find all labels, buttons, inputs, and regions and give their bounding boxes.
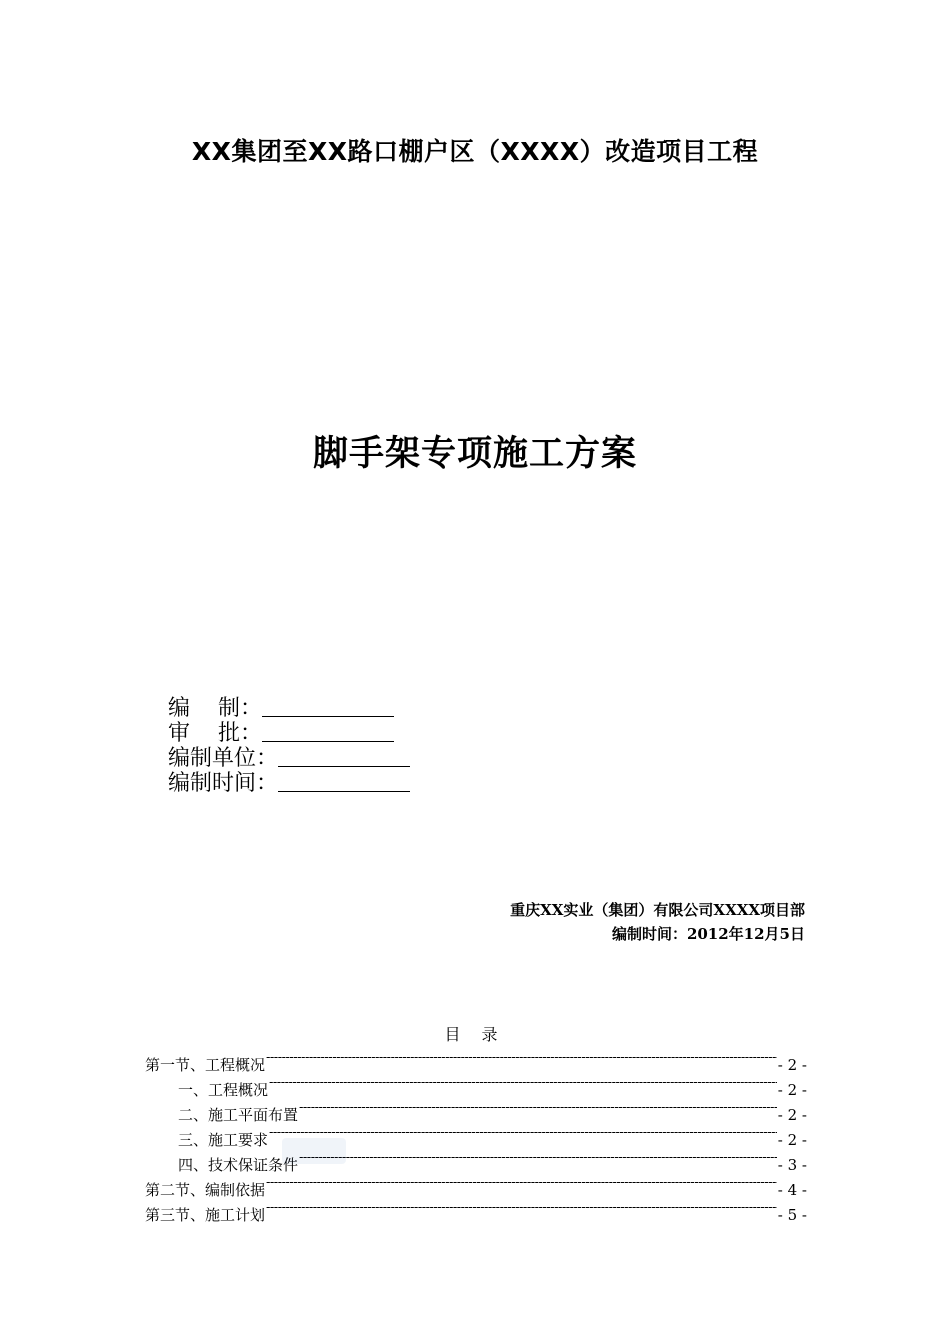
table-of-contents: [145, 1045, 807, 1224]
sign-label-approver: 审 批：: [168, 721, 262, 746]
sign-line-date: [278, 772, 410, 792]
toc-leader: [269, 1070, 777, 1095]
toc-item-page: - 2 -: [777, 1106, 807, 1124]
issuer-block: [510, 898, 805, 946]
toc-item-page: - 2 -: [777, 1056, 807, 1074]
toc-heading: 目 录: [444, 1025, 506, 1044]
issuer-date: 编制时间：2012年12月5日: [611, 925, 805, 943]
sign-label-date: 编制时间：: [168, 771, 279, 796]
sign-line-compiler: [262, 697, 394, 717]
toc-item-text: 四、技术保证条件: [178, 1156, 299, 1174]
sign-line-approver: [262, 722, 394, 742]
watermark-logo: [280, 1134, 348, 1168]
toc-item-page: - 2 -: [777, 1131, 807, 1149]
toc-item-text: 第一节、工程概况: [145, 1056, 266, 1074]
toc-item-page: - 4 -: [777, 1181, 807, 1199]
toc-item-text: 第二节、编制依据: [145, 1181, 266, 1199]
toc-item-page: - 2 -: [777, 1081, 807, 1099]
sign-line-unit: [278, 747, 410, 767]
toc-item[interactable]: [145, 1045, 807, 1074]
toc-leader: [266, 1195, 777, 1220]
toc-item-page: - 5 -: [777, 1206, 807, 1224]
toc-item-text: 二、施工平面布置: [178, 1106, 299, 1124]
issuer-company: 重庆XX实业（集团）有限公司XXXX项目部: [510, 901, 805, 919]
sign-label-compiler: 编 制：: [168, 696, 262, 721]
toc-leader: [299, 1145, 777, 1170]
document-title: 脚手架专项施工方案: [312, 434, 637, 474]
sign-row-date: [168, 772, 410, 797]
sign-label-unit: 编制单位：: [168, 746, 279, 771]
toc-leader: [266, 1045, 777, 1070]
toc-item-text: 第三节、施工计划: [145, 1206, 266, 1224]
project-title: XX集团至XX路口棚户区（XXXX）改造项目工程: [191, 137, 759, 166]
toc-item-text: 一、工程概况: [178, 1081, 269, 1099]
toc-leader: [299, 1095, 777, 1120]
toc-item-page: - 3 -: [777, 1156, 807, 1174]
toc-leader: [266, 1170, 777, 1195]
signature-block: [168, 697, 410, 797]
toc-item-text: 三、施工要求: [178, 1131, 269, 1149]
